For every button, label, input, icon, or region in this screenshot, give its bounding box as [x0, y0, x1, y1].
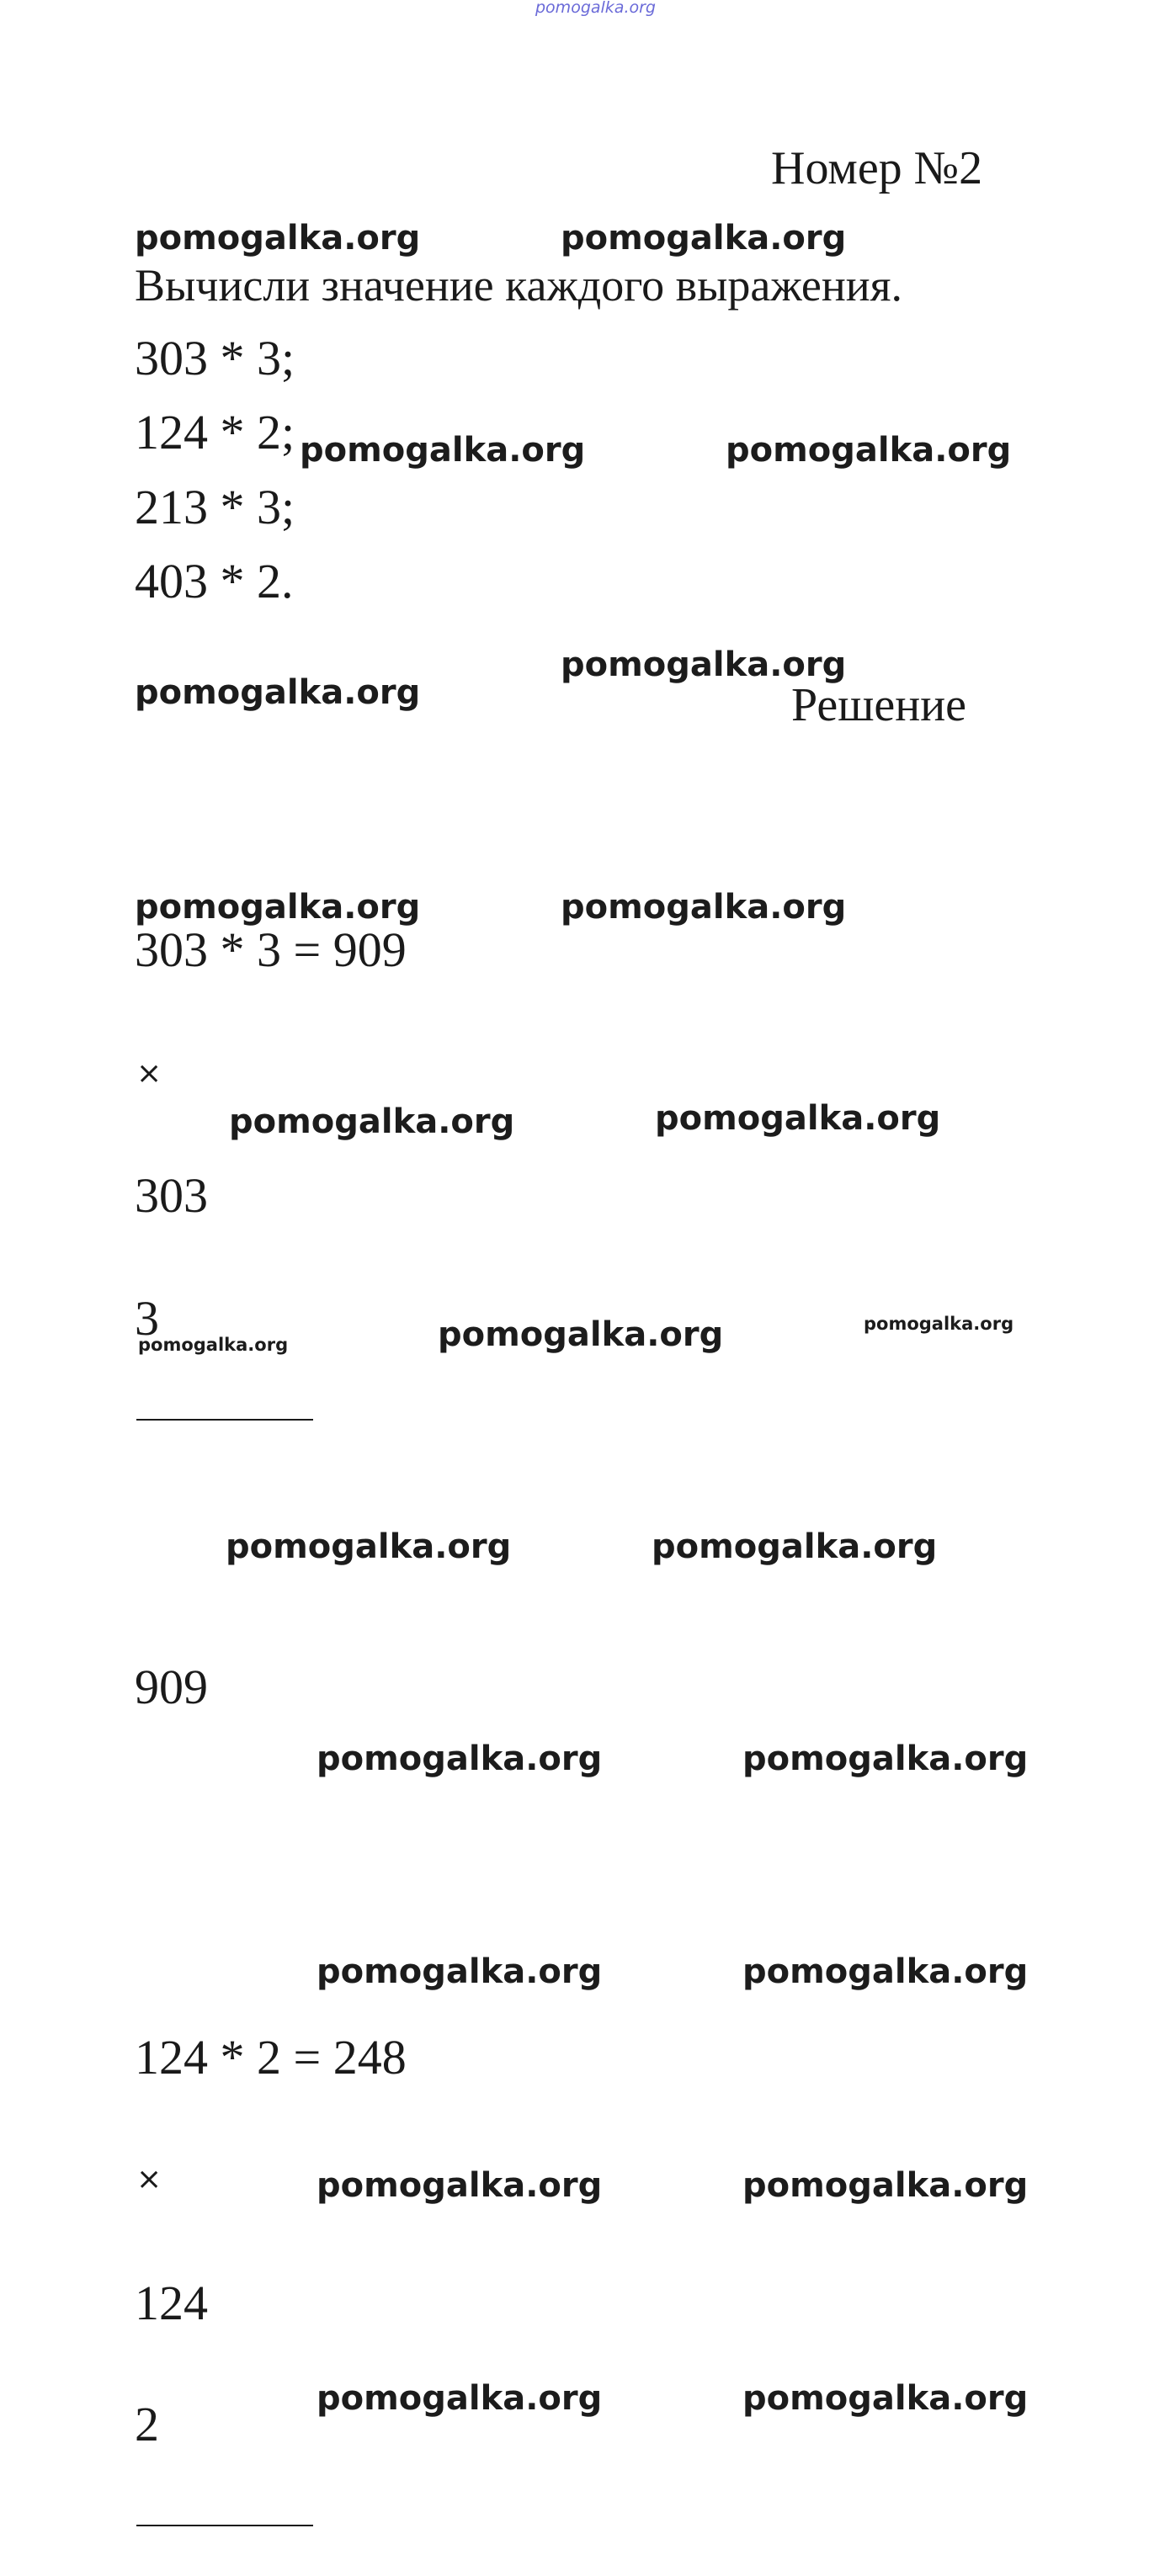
watermark: pomogalka.org — [229, 1102, 515, 1141]
result-1: 909 — [135, 1660, 208, 1714]
watermark: pomogalka.org — [561, 888, 847, 927]
watermark: pomogalka.org — [138, 1335, 289, 1355]
equation-2: 124 * 2 = 248 — [135, 2030, 407, 2085]
expression-1: 303 * 3; — [135, 331, 295, 385]
watermark: pomogalka.org — [317, 1952, 603, 1991]
multiplicand-1: 303 — [135, 1168, 208, 1223]
watermark: pomogalka.org — [438, 1315, 724, 1354]
multiply-sign: × — [136, 2162, 162, 2196]
equation-1: 303 * 3 = 909 — [135, 922, 407, 977]
watermark: pomogalka.org — [317, 1739, 603, 1778]
watermark: pomogalka.org — [864, 1314, 1014, 1334]
watermark: pomogalka.org — [726, 431, 1012, 470]
watermark: pomogalka.org — [655, 1099, 941, 1138]
expression-4: 403 * 2. — [135, 554, 294, 608]
result-line-1 — [136, 1419, 313, 1421]
watermark: pomogalka.org — [226, 1527, 512, 1566]
watermark: pomogalka.org — [317, 2379, 603, 2418]
watermark: pomogalka.org — [652, 1527, 938, 1566]
watermark: pomogalka.org — [135, 219, 421, 258]
multiplier-1: 3 — [135, 1291, 159, 1346]
watermark: pomogalka.org — [135, 888, 421, 927]
watermark: pomogalka.org — [561, 219, 847, 258]
top-watermark: pomogalka.org — [535, 0, 656, 17]
watermark: pomogalka.org — [135, 673, 421, 712]
multiplier-2: 2 — [135, 2397, 159, 2451]
watermark: pomogalka.org — [317, 2166, 603, 2205]
watermark: pomogalka.org — [561, 645, 847, 684]
watermark: pomogalka.org — [300, 431, 586, 470]
expression-2: 124 * 2; — [135, 405, 295, 459]
task-prompt: Вычисли значение каждого выражения. — [135, 260, 903, 311]
exercise-number: Номер №2 — [771, 142, 983, 194]
multiplicand-2: 124 — [135, 2276, 208, 2330]
result-line-2 — [136, 2525, 313, 2526]
solution-heading: Решение — [791, 679, 967, 731]
watermark: pomogalka.org — [742, 2166, 1029, 2205]
watermark: pomogalka.org — [742, 1739, 1029, 1778]
multiply-sign: × — [136, 1056, 162, 1091]
watermark: pomogalka.org — [742, 2379, 1029, 2418]
watermark: pomogalka.org — [742, 1952, 1029, 1991]
expression-3: 213 * 3; — [135, 480, 295, 534]
